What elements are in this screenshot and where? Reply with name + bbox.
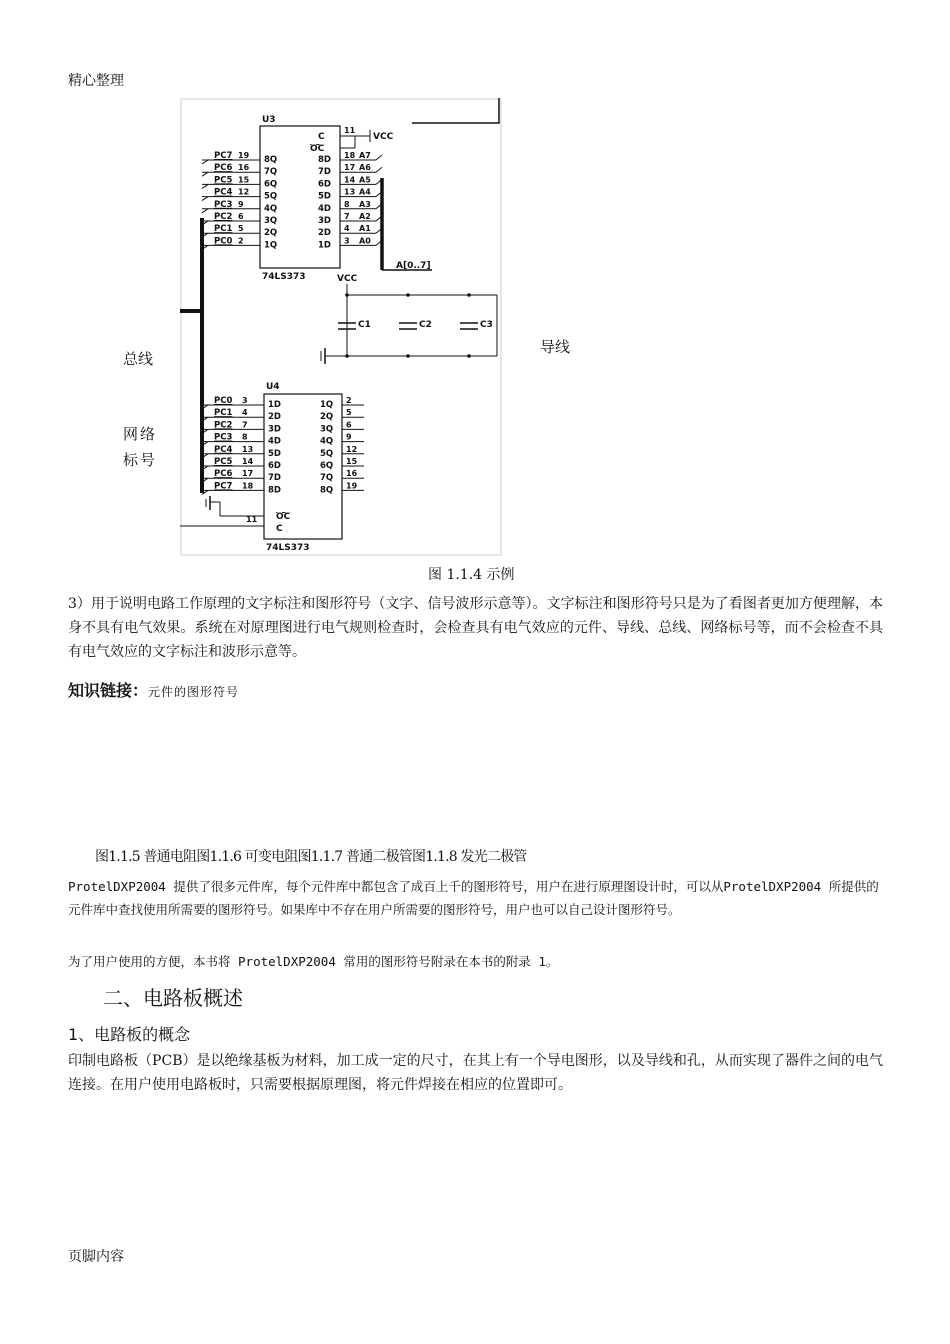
u4pins-pin-num: 19 <box>346 481 358 491</box>
callout-bus: 总线 <box>123 350 154 368</box>
u4pins-pin-name: 8D <box>268 485 281 496</box>
u4pins-pin-num: 15 <box>346 457 358 466</box>
u3pins-pin-name: 1Q <box>264 240 278 251</box>
u3pins-pin-name: 1D <box>318 240 331 251</box>
u4pins-pin-name: 4D <box>268 436 281 447</box>
knowledge-text: 元件的图形符号 <box>148 685 240 699</box>
u3pins-pin-name: 2D <box>318 228 331 239</box>
u4-ref: U4 <box>266 382 280 392</box>
u3pins-pin-num: 3 <box>344 236 350 246</box>
u4pins-pin-num: 17 <box>242 469 254 479</box>
u3pins-pin-name: 8D <box>318 155 331 165</box>
u4pins-pin-name: 2Q <box>320 412 334 423</box>
u3pins-pin-num: 2 <box>238 236 244 246</box>
junction-dot <box>467 293 471 297</box>
paragraph-appendix: 为了用户使用的方便，本书将 ProtelDXP2004 常用的图形符号附录在本书的附录 1。 <box>68 954 559 969</box>
u4pins-pin-name: 8Q <box>320 485 334 496</box>
u3pins-pin-name: 3Q <box>264 216 278 226</box>
u3pins-pin-num: 5 <box>238 224 244 234</box>
figure-captions-row: 图1.1.5 普通电阻图1.1.6 可变电阻图1.1.7 普通二极管图1.1.8 发光二极管 <box>95 849 527 865</box>
u3pins-pin-num: 12 <box>238 187 250 197</box>
u4pins-pin-num: 8 <box>242 432 248 442</box>
junction-dot <box>406 354 410 358</box>
u3pins-net-label: A0 <box>359 236 371 246</box>
u3pins-net-label: A4 <box>359 187 371 197</box>
u3pins-pin-num: 6 <box>238 212 244 221</box>
callout-net-label-1: 网络 <box>123 425 158 443</box>
u4pins-pin-num: 6 <box>346 420 352 430</box>
capacitor-label: C3 <box>480 320 493 330</box>
u4pins-net-label: PC4 <box>214 444 233 455</box>
u3pins-pin-name: 5D <box>318 191 331 202</box>
paragraph-legend: 3）用于说明电路工作原理的文字标注和图形符号（文字、信号波形示意等）。文字标注和图形符号只是为了看图者更加方便理解，本身不具有电气效果。系统在对原理图进行电气规则检查时，会检查具有电气效应的元件、导线、总线、网络标号等，而不会检查不具有电气效应的文字标注和波形示意等。 <box>68 596 883 660</box>
u4pins-pin-name: 6Q <box>320 461 334 471</box>
u3-ctrl-oc: OC <box>310 144 325 154</box>
u4pins-pin-num: 2 <box>346 396 352 405</box>
paragraph-library: ProtelDXP2004 提供了很多元件库，每个元件库中都包含了成百上千的图形符号，用户在进行原理图设计时，可以从ProtelDXP2004 所提供的元件库中查找使用所需要的图形符号。如果库中不存在用户所需要的图形符号，用户也可以自己设计图形符号。 <box>68 879 879 917</box>
u4pins-pin-num: 7 <box>242 420 248 430</box>
u4pins-pin-num: 14 <box>242 457 254 466</box>
u3pins-net-label: A7 <box>359 151 371 160</box>
u4pins-net-label: PC0 <box>214 396 233 406</box>
u4pins-pin-name: 5D <box>268 448 281 459</box>
u3pins-pin-num: 17 <box>344 163 356 173</box>
u3-ref: U3 <box>262 115 276 125</box>
u3pins-net-label: PC5 <box>214 175 233 186</box>
caps-vcc: VCC <box>337 274 358 284</box>
u3pins-net-label: PC6 <box>214 163 233 174</box>
junction-dot <box>345 293 349 297</box>
page-header: 精心整理 <box>68 73 124 89</box>
callout-wire: 导线 <box>540 338 571 356</box>
figure-caption: 图 1.1.4 示例 <box>428 567 515 583</box>
u3pins-net-label: PC3 <box>214 199 233 210</box>
u3pins-net-label: PC0 <box>214 236 233 247</box>
u3pins-net-label: A3 <box>359 199 371 209</box>
u3pins-net-label: PC2 <box>214 212 233 222</box>
u4pins-net-label: PC3 <box>214 432 233 443</box>
u4pins-pin-name: 7D <box>268 473 281 484</box>
schematic-figure <box>180 98 502 556</box>
u3pins-pin-num: 19 <box>238 151 250 160</box>
u3-bus-label: A[0..7] <box>396 261 431 271</box>
u3pins-pin-name: 3D <box>318 216 331 226</box>
u3pins-pin-num: 8 <box>344 199 350 209</box>
u3pins-pin-num: 7 <box>344 212 350 221</box>
u4pins-pin-name: 2D <box>268 412 281 423</box>
u3pins-pin-name: 7Q <box>264 167 278 178</box>
u3pins-pin-num: 18 <box>344 151 356 160</box>
u4pins-pin-name: 5Q <box>320 448 334 459</box>
u4pins-net-label: PC6 <box>214 469 233 480</box>
u3pins-pin-name: 5Q <box>264 191 278 202</box>
subsection-title: 1、电路板的概念 <box>68 1025 191 1044</box>
u4pins-pin-num: 13 <box>242 444 254 454</box>
u3pins-pin-name: 6D <box>318 179 331 190</box>
u4-ctrl-num: 11 <box>246 515 258 524</box>
u3pins-pin-name: 2Q <box>264 228 278 239</box>
u3pins-net-label: A5 <box>359 175 371 185</box>
junction-dot <box>406 293 410 297</box>
u4-part: 74LS373 <box>266 543 310 553</box>
u3pins-pin-num: 16 <box>238 163 250 173</box>
u4pins-net-label: PC2 <box>214 420 233 431</box>
u3pins-net-label: PC1 <box>214 224 233 235</box>
u4pins-net-label: PC7 <box>214 481 233 492</box>
knowledge-link <box>68 678 239 701</box>
u3pins-net-label: PC4 <box>214 187 233 198</box>
callout-net-label-2: 标号 <box>123 451 158 469</box>
u4pins-pin-name: 4Q <box>320 436 334 447</box>
u3pins-pin-name: 4D <box>318 203 331 214</box>
u3pins-net-label: PC7 <box>214 151 233 161</box>
u4pins-pin-num: 5 <box>346 408 352 418</box>
page-footer: 页脚内容 <box>68 1249 124 1265</box>
u4pins-pin-name: 1Q <box>320 400 334 410</box>
u3pins-pin-num: 14 <box>344 175 356 185</box>
u4pins-pin-num: 12 <box>346 444 358 454</box>
u4pins-pin-name: 6D <box>268 461 281 471</box>
u3pins-pin-num: 15 <box>238 175 250 185</box>
u4pins-pin-name: 7Q <box>320 473 334 484</box>
u3pins-net-label: A1 <box>359 224 371 234</box>
u3pins-pin-name: 8Q <box>264 155 278 165</box>
u4pins-pin-num: 3 <box>242 396 248 405</box>
u3pins-pin-num: 13 <box>344 187 356 197</box>
u4pins-net-label: PC5 <box>214 457 233 467</box>
u3pins-pin-name: 4Q <box>264 203 278 214</box>
u3-ctrl-c: C <box>318 132 325 142</box>
u4pins-pin-name: 3Q <box>320 424 334 435</box>
u3pins-net-label: A2 <box>359 212 371 221</box>
u3-part: 74LS373 <box>262 272 306 282</box>
u4pins-pin-num: 4 <box>242 408 248 418</box>
u3-vcc: VCC <box>373 132 394 142</box>
capacitor-label: C2 <box>419 320 432 330</box>
u3pins-pin-name: 6Q <box>264 179 278 190</box>
paragraph-pcb: 印制电路板（PCB）是以绝缘基板为材料，加工成一定的尺寸，在其上有一个导电图形，以及导线和孔，从而实现了器件之间的电气连接。在用户使用电路板时，只需要根据原理图，将元件焊接在相应的位置即可。 <box>68 1053 883 1093</box>
capacitor-label: C1 <box>358 320 371 330</box>
u3pins-pin-name: 7D <box>318 167 331 178</box>
junction-dot <box>345 354 349 358</box>
u3pins-pin-num: 9 <box>238 199 244 209</box>
u4-ctrl-c: C <box>276 524 283 534</box>
u4pins-net-label: PC1 <box>214 408 233 419</box>
u4pins-pin-num: 16 <box>346 469 358 479</box>
u3pins-net-label: A6 <box>359 163 371 173</box>
u3-ctrl-num: 11 <box>344 126 356 135</box>
junction-dot <box>467 354 471 358</box>
u4pins-pin-num: 9 <box>346 432 352 442</box>
knowledge-label: 知识链接： <box>68 681 149 700</box>
u4pins-pin-name: 1D <box>268 400 281 410</box>
u4-ctrl-oc: OC <box>276 512 291 522</box>
u4pins-pin-name: 3D <box>268 424 281 435</box>
section-title: 二、电路板概述 <box>103 986 243 1010</box>
u3pins-pin-num: 4 <box>344 224 350 234</box>
u4pins-pin-num: 18 <box>242 481 254 491</box>
